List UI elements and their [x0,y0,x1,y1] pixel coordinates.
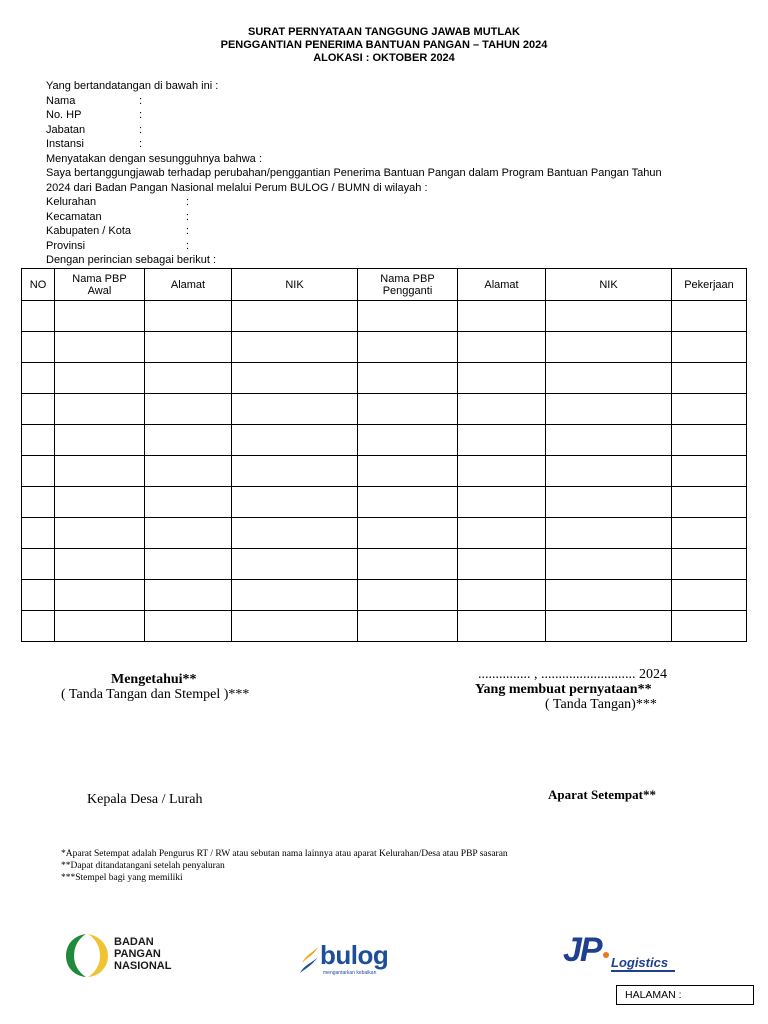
table-cell[interactable] [22,394,55,425]
table-cell[interactable] [232,394,358,425]
table-cell[interactable] [22,363,55,394]
pbp-replacement-table [21,268,747,642]
title-line-1: SURAT PERNYATAAN TANGGUNG JAWAB MUTLAK [248,26,520,38]
field-colon: : [139,138,143,150]
table-cell[interactable] [458,394,546,425]
table-row [22,394,747,425]
table-cell[interactable] [22,518,55,549]
table-row [22,611,747,642]
table-row [22,301,747,332]
field-colon: : [139,109,143,121]
table-cell[interactable] [55,363,145,394]
table-cell[interactable] [458,580,546,611]
table-cell[interactable] [55,394,145,425]
field-label: Nama [46,94,76,107]
table-row [22,518,747,549]
table-cell[interactable] [145,394,232,425]
table-cell[interactable] [145,301,232,332]
table-cell[interactable] [232,518,358,549]
table-row [22,363,747,394]
field-kecamatan [46,210,662,225]
table-cell[interactable] [546,580,672,611]
table-cell[interactable] [55,518,145,549]
statement-line-1: Saya bertanggungjawab terhadap perubahan/penggantian Penerima Bantuan Pangan dalam Program Bantuan Pangan Tahun [46,167,662,179]
right-sign-subtitle: ( Tanda Tangan)*** [545,697,657,712]
field-kelurahan [46,195,662,210]
field-provinsi [46,239,662,254]
table-row [22,425,747,456]
table-cell[interactable] [458,332,546,363]
halaman-label: HALAMAN : [625,989,682,1001]
table-cell[interactable] [546,301,672,332]
table-cell[interactable] [22,487,55,518]
table-cell[interactable] [55,332,145,363]
field-colon: : [186,239,190,252]
table-cell[interactable] [458,487,546,518]
table-cell[interactable] [145,487,232,518]
field-colon: : [186,225,190,237]
table-row [22,580,747,611]
jp-logistics-logo [563,931,683,975]
table-cell[interactable] [358,487,458,518]
field-label: Instansi [46,138,84,150]
table-header-row [22,269,747,301]
bulog-swoosh-icon [298,945,320,975]
bpn-emblem-icon [64,930,110,980]
right-sign-title: Yang membuat pernyataan** [475,682,652,697]
table-cell[interactable] [458,549,546,580]
header-nama-pbp-pengganti: Nama PBP Pengganti [358,269,458,301]
field-label: Kabupaten / Kota [46,225,132,237]
bulog-logo [298,940,408,980]
header-pekerjaan: Pekerjaan [672,269,747,301]
header-alamat-pengganti: Alamat [458,269,546,301]
table-cell[interactable] [232,332,358,363]
left-sign-role: Kepala Desa / Lurah [87,792,203,807]
table-cell[interactable] [358,456,458,487]
table-cell[interactable] [232,425,358,456]
table-cell[interactable] [546,394,672,425]
table-cell[interactable] [22,549,55,580]
page-number-box [616,985,754,1005]
table-cell[interactable] [672,363,747,394]
header-nama-pbp-awal: Nama PBP Awal [55,269,145,301]
table-cell[interactable] [672,425,747,456]
table-cell[interactable] [458,363,546,394]
table-cell[interactable] [458,425,546,456]
table-cell[interactable] [672,549,747,580]
table-cell[interactable] [55,611,145,642]
table-cell[interactable] [22,611,55,642]
header-nik-pengganti: NIK [546,269,672,301]
table-cell[interactable] [546,611,672,642]
footnotes [61,848,508,884]
intro-text: Yang bertandatangan di bawah ini : [46,80,219,92]
header-alamat-awal: Alamat [145,269,232,301]
table-cell[interactable] [22,332,55,363]
table-cell[interactable] [232,456,358,487]
table-cell[interactable] [55,549,145,580]
details-intro: Dengan perincian sebagai berikut : [46,254,217,266]
table-cell[interactable] [232,487,358,518]
table-cell[interactable] [546,332,672,363]
field-label: Jabatan [46,123,86,136]
bpn-line-2: PANGAN [114,948,161,960]
field-colon: : [139,123,143,136]
table-cell[interactable] [458,301,546,332]
table-row [22,456,747,487]
table-row [22,549,747,580]
statement-line-2: 2024 dari Badan Pangan Nasional melalui Perum BULOG / BUMN di wilayah : [46,181,428,194]
table-cell[interactable] [232,363,358,394]
bulog-wordmark: bulog [320,940,389,970]
table-cell[interactable] [55,301,145,332]
field-no-hp [46,108,662,123]
table-cell[interactable] [358,518,458,549]
bpn-line-1: BADAN [114,936,154,948]
table-cell[interactable] [672,332,747,363]
table-cell[interactable] [55,580,145,611]
right-sign-date: ............... , ........................... 2024 [478,667,667,682]
table-cell[interactable] [358,301,458,332]
document-title [0,26,768,65]
field-kabupaten-kota [46,224,662,239]
table-cell[interactable] [458,611,546,642]
table-cell[interactable] [546,518,672,549]
table-cell[interactable] [358,394,458,425]
table-cell[interactable] [145,332,232,363]
table-cell[interactable] [358,425,458,456]
bulog-tagline: mengantarkan kebaikan [323,970,377,976]
badan-pangan-nasional-logo [64,930,194,980]
field-label: Kelurahan [46,196,97,208]
field-colon: : [139,94,143,107]
table-cell[interactable] [546,549,672,580]
table-cell[interactable] [55,425,145,456]
table-cell[interactable] [672,301,747,332]
table-cell[interactable] [672,487,747,518]
field-jabatan [46,123,662,138]
table-cell[interactable] [546,456,672,487]
declaration-text: Menyatakan dengan sesungguhnya bahwa : [46,152,262,165]
field-label: Provinsi [46,239,86,252]
right-sign-role: Aparat Setempat** [548,787,656,802]
footnote-1: *Aparat Setempat adalah Pengurus RT / RW atau sebutan nama lainnya atau aparat Kelurahan/Desa atau PBP sasaran [61,849,508,859]
table-row [22,332,747,363]
table-cell[interactable] [358,611,458,642]
table-cell[interactable] [145,425,232,456]
bpn-line-3: NASIONAL [114,960,172,972]
jp-orange-dot-icon [603,952,609,958]
table-cell[interactable] [145,580,232,611]
table-cell[interactable] [145,363,232,394]
table-cell[interactable] [232,580,358,611]
table-cell[interactable] [22,580,55,611]
table-cell[interactable] [55,487,145,518]
table-cell[interactable] [672,611,747,642]
jp-logistics-text: Logistics [611,955,669,970]
table-cell[interactable] [672,580,747,611]
field-instansi [46,137,662,152]
table-cell[interactable] [145,549,232,580]
table-cell[interactable] [22,301,55,332]
table-cell[interactable] [458,518,546,549]
table-cell[interactable] [145,456,232,487]
table-cell[interactable] [232,301,358,332]
field-nama [46,94,662,109]
title-line-3: ALOKASI : OKTOBER 2024 [313,52,455,64]
left-sign-title: Mengetahui** [111,672,197,687]
table-cell[interactable] [145,518,232,549]
table-cell[interactable] [22,456,55,487]
footnote-2: **Dapat ditandatangani setelah penyaluran [61,861,225,871]
left-sign-subtitle: ( Tanda Tangan dan Stempel )*** [61,687,250,702]
table-cell[interactable] [672,456,747,487]
header-no: NO [22,269,55,301]
title-line-2: PENGGANTIAN PENERIMA BANTUAN PANGAN – TAHUN 2024 [220,39,548,51]
table-cell[interactable] [22,425,55,456]
table-cell[interactable] [458,456,546,487]
table-cell[interactable] [546,425,672,456]
table-cell[interactable] [672,394,747,425]
jp-underline [611,970,675,972]
field-label: No. HP [46,109,82,121]
table-cell[interactable] [672,518,747,549]
table-cell[interactable] [232,549,358,580]
footnote-3: ***Stempel bagi yang memiliki [61,873,183,883]
table-row [22,487,747,518]
signer-info [46,79,662,268]
table-cell[interactable] [546,363,672,394]
table-body [22,301,747,642]
table-cell[interactable] [232,611,358,642]
table-cell[interactable] [358,580,458,611]
table-cell[interactable] [358,363,458,394]
field-label: Kecamatan [46,210,102,223]
table-cell[interactable] [546,487,672,518]
header-nik-awal: NIK [232,269,358,301]
jp-mark: JP [563,931,601,969]
table-cell[interactable] [145,611,232,642]
table-cell[interactable] [358,549,458,580]
field-colon: : [186,210,190,223]
table-cell[interactable] [55,456,145,487]
table-cell[interactable] [358,332,458,363]
field-colon: : [186,196,190,208]
